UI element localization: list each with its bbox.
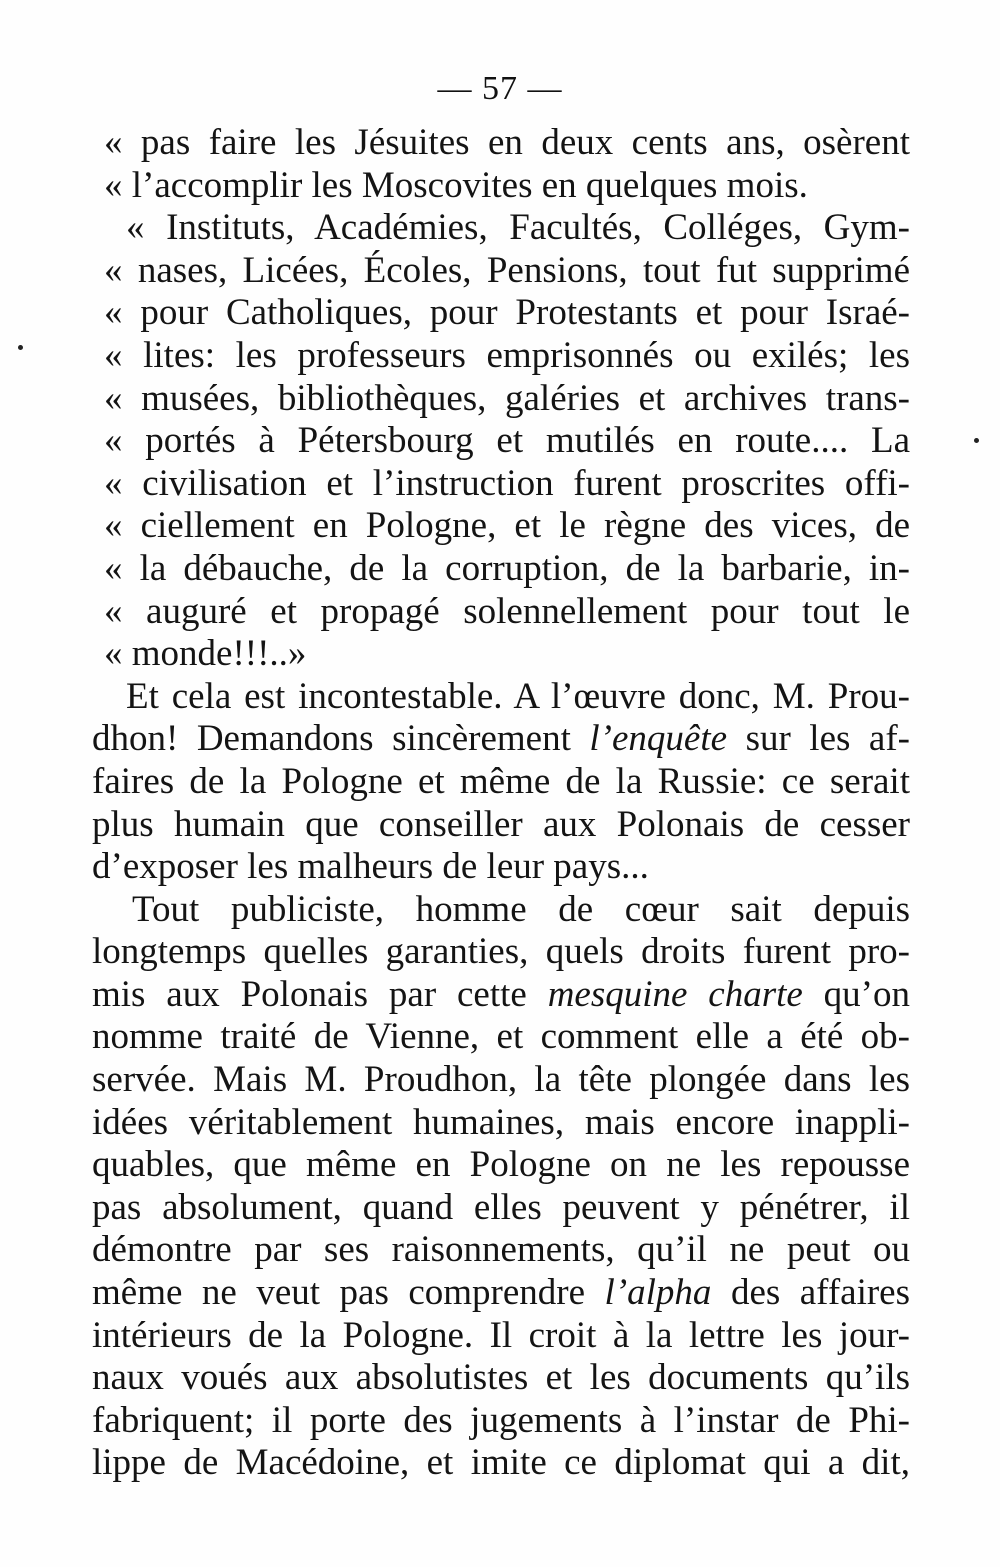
- text-line: Tout publiciste, homme de cœur sait depuis: [132, 888, 910, 930]
- italic-phrase: l’alpha: [604, 1272, 712, 1314]
- text-segment: même ne veut pas comprendre: [92, 1272, 605, 1314]
- italic-phrase: l’enquête: [589, 718, 728, 760]
- text-segment: dhon! Demandons sincèrement: [92, 718, 590, 760]
- text-line: [92, 718, 910, 761]
- text-line: Et cela est incontestable. A l’œuvre donc, M. Prou-: [126, 675, 910, 717]
- text-line: « la débauche, de la corruption, de la barbarie, in-: [104, 547, 910, 589]
- text-line: « portés à Pétersbourg et mutilés en route.... La: [104, 420, 910, 462]
- text-line: idées véritablement humaines, mais encore inappli-: [92, 1101, 910, 1143]
- text-line: « lites: les professeurs emprisonnés ou exilés; les: [104, 334, 910, 376]
- text-line: « pour Catholiques, pour Protestants et pour Israé-: [104, 292, 910, 334]
- text-line: lippe de Macédoine, et imite ce diplomat qui a dit,: [92, 1442, 910, 1484]
- ink-speck: [18, 345, 23, 350]
- text-line: plus humain que conseiller aux Polonais de cesser: [92, 803, 910, 845]
- text-line: « auguré et propagé solennellement pour tout le: [104, 590, 910, 632]
- text-line: naux voués aux absolutistes et les documents qu’ils: [92, 1357, 910, 1399]
- text-line: [92, 1272, 910, 1315]
- text-line: d’exposer les malheurs de leur pays...: [92, 846, 649, 888]
- text-line: démontre par ses raisonnements, qu’il ne peut ou: [92, 1229, 910, 1271]
- text-line: « Instituts, Académies, Facultés, Colléges, Gym-: [126, 207, 910, 249]
- text-line: quables, que même en Pologne on ne les repousse: [92, 1144, 910, 1186]
- text-line: « civilisation et l’instruction furent proscrites offi-: [104, 462, 910, 504]
- ink-speck: [974, 438, 979, 443]
- text-line: intérieurs de la Pologne. Il croit à la lettre les jour-: [92, 1314, 910, 1356]
- body-text: [92, 122, 910, 1485]
- text-line: pas absolument, quand elles peuvent y pénétrer, il: [92, 1186, 910, 1228]
- text-segment: mis aux Polonais par cette: [92, 973, 548, 1015]
- text-line: « nases, Licées, Écoles, Pensions, tout fut supprimé: [104, 249, 910, 291]
- text-line: servée. Mais M. Proudhon, la tête plongée dans les: [92, 1059, 910, 1101]
- text-line: fabriquent; il porte des jugements à l’instar de Phi-: [92, 1399, 910, 1441]
- text-line: « musées, bibliothèques, galéries et archives trans-: [104, 377, 910, 419]
- text-line: [92, 974, 910, 1017]
- text-segment: qu’on: [802, 973, 910, 1015]
- text-segment: des affaires: [711, 1272, 910, 1314]
- text-line: « ciellement en Pologne, et le règne des vices, de: [104, 505, 910, 547]
- text-segment: sur les af-: [727, 718, 910, 760]
- text-line: faires de la Pologne et même de la Russie: ce serait: [92, 760, 910, 802]
- text-line: longtemps quelles garanties, quels droits furent pro-: [92, 931, 910, 973]
- page-number: — 57 —: [437, 70, 563, 107]
- text-line: « pas faire les Jésuites en deux cents ans, osèrent: [104, 122, 910, 163]
- text-line: « monde!!!..»: [104, 633, 307, 675]
- text-line: nomme traité de Vienne, et comment elle a été ob-: [92, 1016, 910, 1058]
- text-line: « l’accomplir les Moscovites en quelques mois.: [104, 164, 808, 206]
- italic-phrase: mesquine charte: [547, 973, 803, 1015]
